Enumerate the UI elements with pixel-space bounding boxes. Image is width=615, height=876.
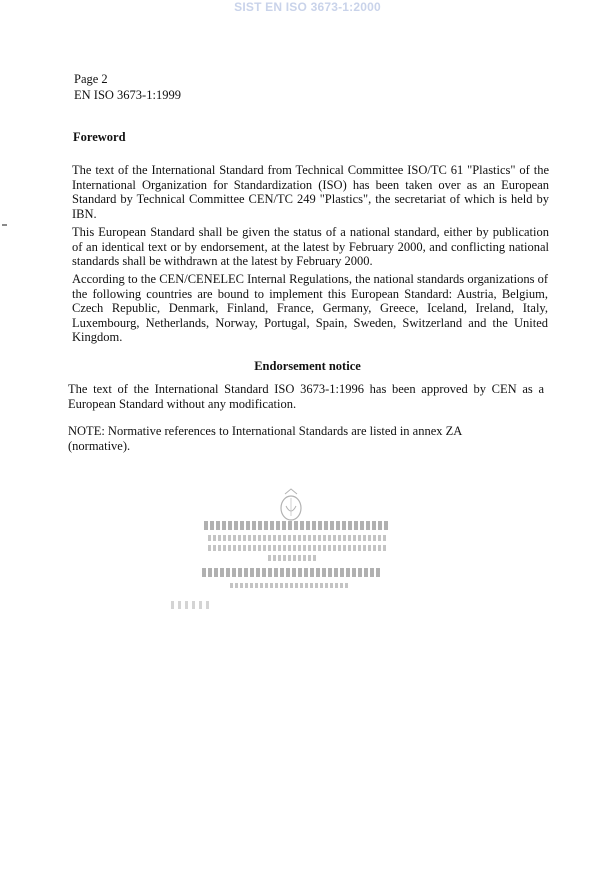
stamp-line <box>204 521 389 530</box>
stamp-line <box>230 583 350 588</box>
seal-icon <box>275 486 307 526</box>
document-id: EN ISO 3673-1:1999 <box>74 88 181 102</box>
stamp-line <box>208 535 388 541</box>
stamp-line <box>208 545 386 551</box>
official-stamp <box>200 486 390 586</box>
foreword-paragraph-2: This European Standard shall be given the status of a national standard, either by publication of an identical text or by endorsement, at the latest by February 2000, and conflicting national standards shall be withdrawn at the latest by February 2000. <box>72 225 549 268</box>
foreword-paragraph-1: The text of the International Standard from Technical Committee ISO/TC 61 "Plastics" of the International Organization for Standardization (ISO) has been taken over as an European Standard by Technical Committee CEN/TC 249 "Plastics", the secretariat of which is held by IBN. <box>72 163 549 221</box>
endorsement-paragraph-2: NOTE: Normative references to International Standards are listed in annex ZA (normative). <box>68 424 462 453</box>
foreword-title: Foreword <box>73 130 126 144</box>
endorsement-paragraph-1: The text of the International Standard ISO 3673-1:1996 has been approved by CEN as a European Standard without any modification. <box>68 382 544 411</box>
stamp-line <box>268 555 318 561</box>
page-header <box>74 71 181 103</box>
page-number: Page 2 <box>74 72 108 86</box>
faint-mark <box>171 601 211 609</box>
foreword-paragraph-3: According to the CEN/CENELEC Internal Regulations, the national standards organizations of the following countries are bound to implement this European Standard: Austria, Belgium, Czech Republic, Denmark, Finland, France, Germany, Greece, Iceland, Ireland, Italy, Luxembourg, Netherlands, Norway, Portugal, Spain, Sweden, Switzerland and the United Kingdom. <box>72 272 548 344</box>
watermark: SIST EN ISO 3673-1:2000 <box>234 0 381 14</box>
margin-mark <box>2 224 7 226</box>
endorsement-title: Endorsement notice <box>254 359 361 373</box>
stamp-signature-line <box>202 568 382 577</box>
